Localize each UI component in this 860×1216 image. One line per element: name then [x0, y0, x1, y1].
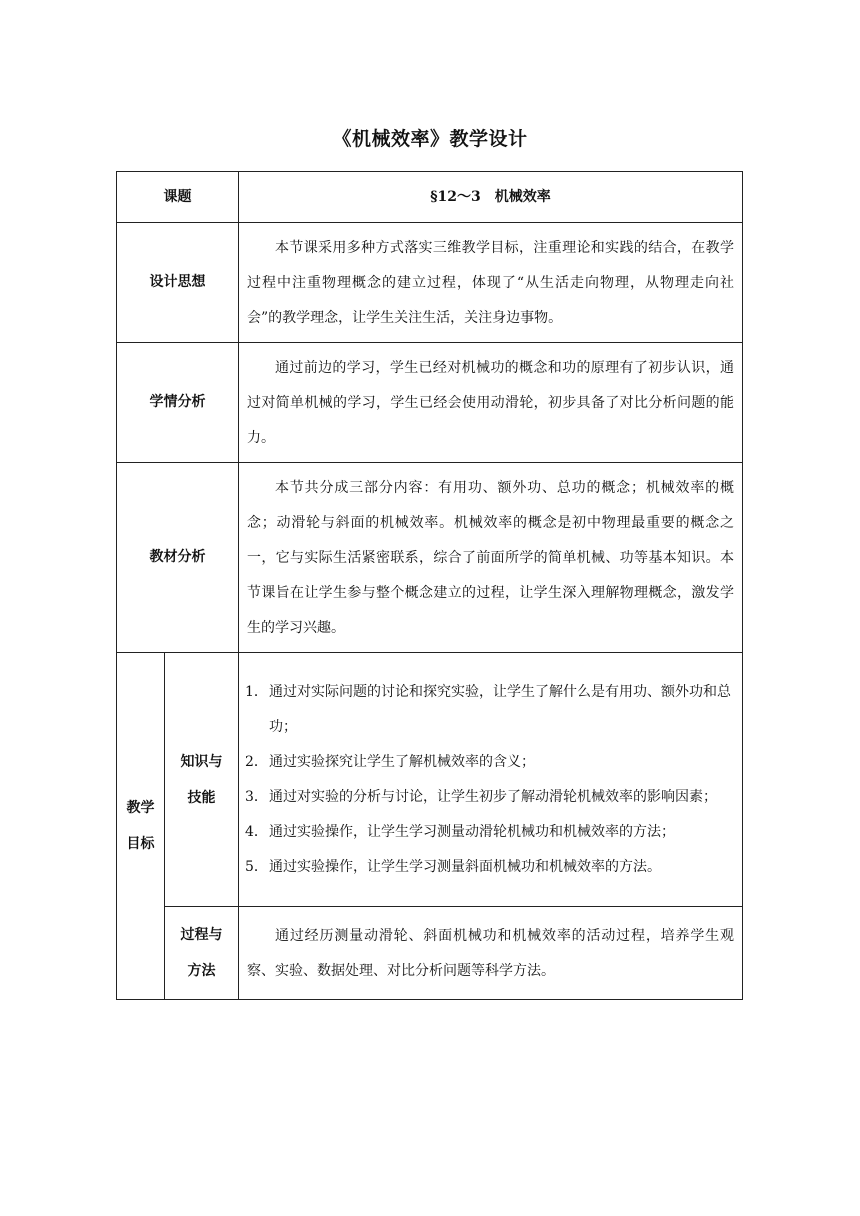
topic-label: 课题	[117, 172, 239, 223]
knowledge-item-2	[245, 745, 736, 780]
material-cell	[239, 463, 743, 653]
design-cell	[239, 223, 743, 343]
document-title: 《机械效率》教学设计	[332, 128, 528, 150]
knowledge-label-line1: 知识与	[180, 753, 223, 770]
knowledge-item-text: 通过实验操作，让学生学习测量动滑轮机械功和机械效率的方法；	[269, 823, 675, 840]
knowledge-item-num: 1．	[245, 683, 268, 700]
topic-row	[117, 172, 743, 223]
design-label: 设计思想	[117, 223, 239, 343]
knowledge-item-num: 3．	[245, 788, 268, 805]
knowledge-item-1	[245, 675, 736, 745]
material-label: 教材分析	[117, 463, 239, 653]
knowledge-label	[165, 653, 239, 907]
material-row	[117, 463, 743, 653]
process-row	[117, 907, 743, 1000]
process-cell	[239, 907, 743, 1000]
knowledge-item-num: 2．	[245, 753, 268, 770]
students-label: 学情分析	[117, 343, 239, 463]
knowledge-item-text: 通过实验操作，让学生学习测量斜面机械功和机械效率的方法。	[269, 858, 661, 875]
process-label-line1: 过程与	[180, 927, 223, 943]
goals-label-line1: 教学	[126, 800, 155, 816]
knowledge-item-text: 通过对实验的分析与讨论，让学生初步了解动滑轮机械效率的影响因素；	[269, 788, 717, 805]
topic-value: §12～3 机械效率	[239, 172, 743, 223]
students-cell	[239, 343, 743, 463]
process-label	[165, 907, 239, 1000]
students-row	[117, 343, 743, 463]
knowledge-label-line2: 技能	[187, 789, 216, 806]
design-row	[117, 223, 743, 343]
goals-label	[117, 653, 165, 1000]
knowledge-item-5	[245, 850, 736, 885]
knowledge-cell	[239, 653, 743, 907]
students-text: 通过前边的学习，学生已经对机械功的概念和功的原理有了初步认识，通过对简单机械的学习，学生已经会使用动滑轮，初步具备了对比分析问题的能力。	[247, 360, 734, 446]
knowledge-row	[117, 653, 743, 907]
knowledge-item-text: 通过实验探究让学生了解机械效率的含义；	[269, 753, 535, 770]
goals-label-line2: 目标	[126, 836, 155, 852]
knowledge-item-num: 4．	[245, 823, 268, 840]
knowledge-list	[245, 675, 736, 885]
design-text: 本节课采用多种方式落实三维教学目标，注重理论和实践的结合，在教学过程中注重物理概念的建立过程，体现了“从生活走向物理，从物理走向社会”的教学理念，让学生关注生活，关注身边事物。	[247, 240, 734, 326]
lesson-plan-table	[116, 171, 743, 1000]
material-text: 本节共分成三部分内容：有用功、额外功、总功的概念；机械效率的概念；动滑轮与斜面的机械效率。机械效率的概念是初中物理最重要的概念之一，它与实际生活紧密联系，综合了前面所学的简单机械、功等基本知识。本节课旨在让学生参与整个概念建立的过程，让学生深入理解物理概念，激发学生的学习兴趣。	[247, 480, 734, 636]
knowledge-item-text: 通过对实际问题的讨论和探究实验，让学生了解什么是有用功、额外功和总功；	[269, 683, 731, 735]
knowledge-item-num: 5．	[245, 858, 268, 875]
process-text: 通过经历测量动滑轮、斜面机械功和机械效率的活动过程，培养学生观察、实验、数据处理、对比分析问题等科学方法。	[247, 928, 734, 979]
knowledge-item-4	[245, 815, 736, 850]
knowledge-item-3	[245, 780, 736, 815]
process-label-line2: 方法	[187, 963, 216, 979]
